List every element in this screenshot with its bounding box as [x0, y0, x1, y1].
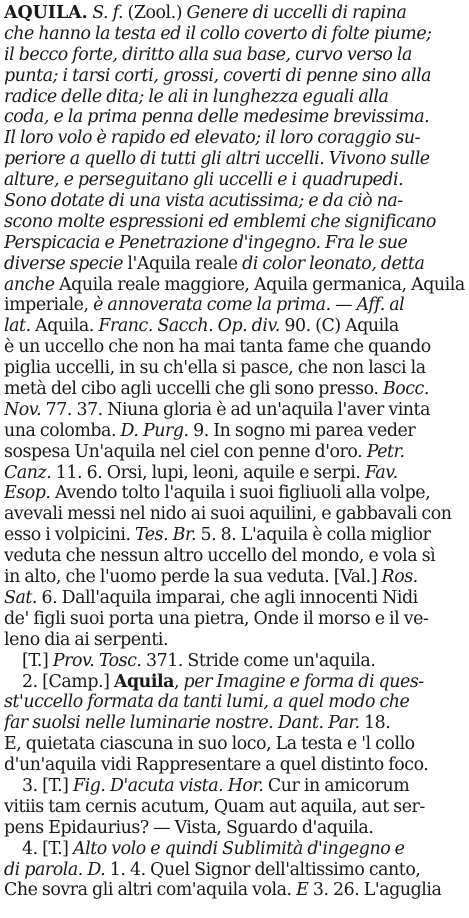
entry-line	[4, 379, 466, 400]
entry-text-run: 90. (C) Aquila	[279, 316, 399, 337]
entry-text-run: coda, e la prima penna delle medesime brevissima.	[4, 107, 430, 128]
entry-headword: AQUILA.	[4, 3, 88, 23]
entry-text-run: de' figli suoi porta una pietra, Onde il morso e il ve-	[4, 608, 429, 629]
entry-text-run: Petr.	[366, 441, 405, 462]
entry-text-run: Fig.	[73, 775, 106, 796]
entry-line	[4, 254, 466, 275]
entry-line	[4, 588, 466, 609]
entry-text-run: anche	[4, 274, 55, 295]
entry-text-run: 4. [T.]	[22, 838, 73, 859]
entry-line	[4, 546, 466, 567]
entry-text-run: Il loro volo è rapido ed elevato; il loro coraggio su-	[4, 128, 421, 149]
entry-line	[4, 734, 466, 755]
entry-text-run: Aquila reale maggiore, Aquila germanica, Aquila	[54, 274, 465, 295]
entry-text-run: il becco forte, diritto alla sua base, curvo verso la	[4, 44, 412, 65]
entry-text-run: 77. 37. Niuna gloria è ad un'aquila l'aver vinta	[41, 399, 431, 420]
entry-line	[4, 275, 466, 296]
entry-line	[4, 170, 466, 191]
entry-line	[4, 839, 466, 860]
entry-text-run: Fav.	[364, 462, 398, 483]
entry-text-run: far suolsi nelle luminarie nostre.	[4, 713, 274, 734]
entry-text-run: imperiale,	[4, 295, 94, 316]
entry-text-run: Nov.	[4, 399, 42, 420]
entry-text-run: radice delle dita; le ali in lunghezza eguali alla	[4, 86, 389, 107]
entry-text-run: è un uccello che non ha mai tanta fame che quando	[4, 337, 431, 358]
entry-line	[4, 797, 466, 818]
entry-line	[4, 483, 466, 504]
entry-line	[4, 442, 466, 463]
entry-text-run: Esop.	[4, 483, 51, 504]
entry-line	[4, 316, 466, 337]
entry-text-run: Franc. Sacch. Op. div.	[98, 316, 280, 337]
entry-text-run: 3. [T.]	[22, 775, 73, 796]
entry-text-run: Perspicacia e Penetrazione d'ingegno. Fra le sue	[4, 232, 408, 253]
entry-line	[4, 233, 466, 254]
entry-text-run: 2. [Camp.]	[22, 671, 114, 692]
entry-text-run: 18.	[359, 713, 391, 734]
entry-text-run: Sat.	[4, 587, 37, 608]
entry-text-run: piglia uccelli, in su ch'ella si pasce, che non lasci la	[4, 358, 426, 379]
entry-text-run: vitiis tam cernis acutum, Quam aut aquila, aut ser-	[4, 796, 425, 817]
entry-text-run: l'Aquila reale	[122, 253, 243, 274]
entry-text-run: D. Purg.	[120, 420, 189, 441]
entry-text-run: 11. 6. Orsi, lupi, leoni, aquile e serpi.	[51, 462, 365, 483]
entry-line	[4, 755, 466, 776]
entry-line	[4, 87, 466, 108]
entry-line	[4, 212, 466, 233]
dictionary-entry-aquila	[4, 3, 466, 901]
entry-text-run: lat.	[4, 316, 31, 337]
entry-text-run: 6. Dall'aquila imparai, che agli innocenti Nidi	[37, 587, 418, 608]
entry-text-run: leno dia ai serpenti.	[4, 629, 169, 650]
entry-line	[4, 713, 466, 734]
entry-text-run: Alto volo e quindi Sublimità d'ingegno e	[73, 838, 405, 859]
entry-line	[4, 630, 466, 651]
entry-line	[4, 880, 466, 901]
entry-text-run: Aquila	[113, 671, 174, 692]
entry-line	[4, 400, 466, 421]
entry-text-run: che hanno la testa ed il collo coverto di folte piume;	[4, 23, 432, 44]
entry-line	[4, 672, 466, 693]
entry-text-run: Che sovra gli altri com'aquila vola.	[4, 880, 297, 901]
entry-line	[4, 609, 466, 630]
entry-line	[4, 525, 466, 546]
entry-text-run: Ros.	[381, 567, 418, 588]
entry-text-run: [T.]	[22, 650, 53, 671]
entry-line	[4, 191, 466, 212]
entry-line	[4, 567, 466, 588]
entry-text-run: periore a quello di tutti gli altri uccelli. Vivono sulle	[4, 149, 430, 170]
entry-text-run: Hor.	[227, 775, 264, 796]
entry-text-run: metà del cibo agli uccelli che gli sono presso.	[4, 379, 383, 400]
entry-text-run: per Imagine e forma di ques-	[183, 671, 424, 692]
entry-line	[4, 421, 466, 442]
entry-text-run: Avendo tolto l'aquila i suoi figliuoli alla volpe,	[50, 483, 431, 504]
entry-line	[4, 463, 466, 484]
entry-text-run: punta; i tarsi corti, grossi, coverti di penne sino alla	[4, 65, 432, 86]
entry-text-run: 1. 4. Quel Signor dell'altissimo canto,	[105, 859, 421, 880]
entry-text-run: avevali messi nel nido ai suoi aquilini, e gabbavali con	[4, 504, 452, 525]
entry-text-run: Canz.	[4, 462, 52, 483]
entry-text-run: d'un'aquila vidi Rappresentare a quel distinto foco.	[4, 755, 429, 776]
entry-line	[4, 776, 466, 797]
entry-line	[4, 337, 466, 358]
entry-line	[4, 45, 466, 66]
entry-line	[4, 504, 466, 525]
entry-text-run: scono molte espressioni ed emblemi che significano	[4, 211, 436, 232]
entry-text-run: di color leonato, detta	[242, 253, 425, 274]
entry-line	[4, 651, 466, 672]
entry-text-run: esso i volpicini.	[4, 525, 135, 546]
entry-line	[4, 818, 466, 839]
entry-text-run: Aquila.	[30, 316, 99, 337]
entry-line	[4, 3, 466, 24]
entry-line	[4, 128, 466, 149]
entry-line	[4, 149, 466, 170]
entry-text-run: una colomba.	[4, 420, 121, 441]
entry-text-run: (Zool.)	[123, 3, 187, 23]
entry-text-run: di parola.	[4, 859, 83, 880]
entry-text-run: pens Epidaurius? — Vista, Sguardo d'aquila.	[4, 817, 374, 838]
entry-text-run: D'acuta vista.	[109, 775, 224, 796]
entry-text-run: E	[296, 880, 309, 901]
entry-text-run: Dant. Par.	[277, 713, 360, 734]
entry-text-run: Genere di uccelli di rapina	[186, 3, 407, 23]
entry-text-run: S. f.	[92, 3, 124, 23]
entry-text-run: D.	[87, 859, 106, 880]
entry-line	[4, 295, 466, 316]
entry-text-run: sospesa Un'aquila nel ciel con penne d'oro.	[4, 441, 367, 462]
entry-line	[4, 24, 466, 45]
entry-text-run: Prov. Tosc.	[52, 650, 142, 671]
entry-text-run: 371. Stride come un'aquila.	[141, 650, 376, 671]
entry-line	[4, 692, 466, 713]
entry-text-run: 9. In sogno mi parea veder	[188, 420, 416, 441]
entry-text-run: diverse specie	[4, 253, 123, 274]
entry-text-run: veduta che nessun altro uccello del mondo, e vola sì	[4, 546, 436, 567]
entry-text-run: Sono dotate di una vista acutissima; e da ciò na-	[4, 191, 403, 212]
entry-text-run: Cur in amicorum	[263, 775, 410, 796]
entry-text-run: Bocc.	[382, 379, 429, 400]
entry-text-run: è annoverata come la prima. — Aff. al	[93, 295, 405, 316]
entry-text-run: ,	[173, 671, 184, 692]
entry-text-run: E, quietata ciascuna in suo loco, La testa e 'l collo	[4, 734, 415, 755]
entry-text-run: 3. 26. L'aguglia	[308, 880, 442, 901]
entry-line	[4, 66, 466, 87]
entry-text-run: st'uccello formata da tanti lumi, a quel modo che	[4, 692, 410, 713]
entry-line	[4, 107, 466, 128]
entry-text-run: Tes. Br.	[135, 525, 197, 546]
entry-text	[4, 3, 466, 901]
entry-line	[4, 860, 466, 881]
entry-text-run: alture, e perseguitano gli uccelli e i quadrupedi.	[4, 170, 404, 191]
entry-text-run: in alto, che l'uomo perde la sua veduta. [Val.]	[4, 567, 382, 588]
entry-text-run: 5. 8. L'aquila è colla miglior	[196, 525, 431, 546]
entry-line	[4, 358, 466, 379]
